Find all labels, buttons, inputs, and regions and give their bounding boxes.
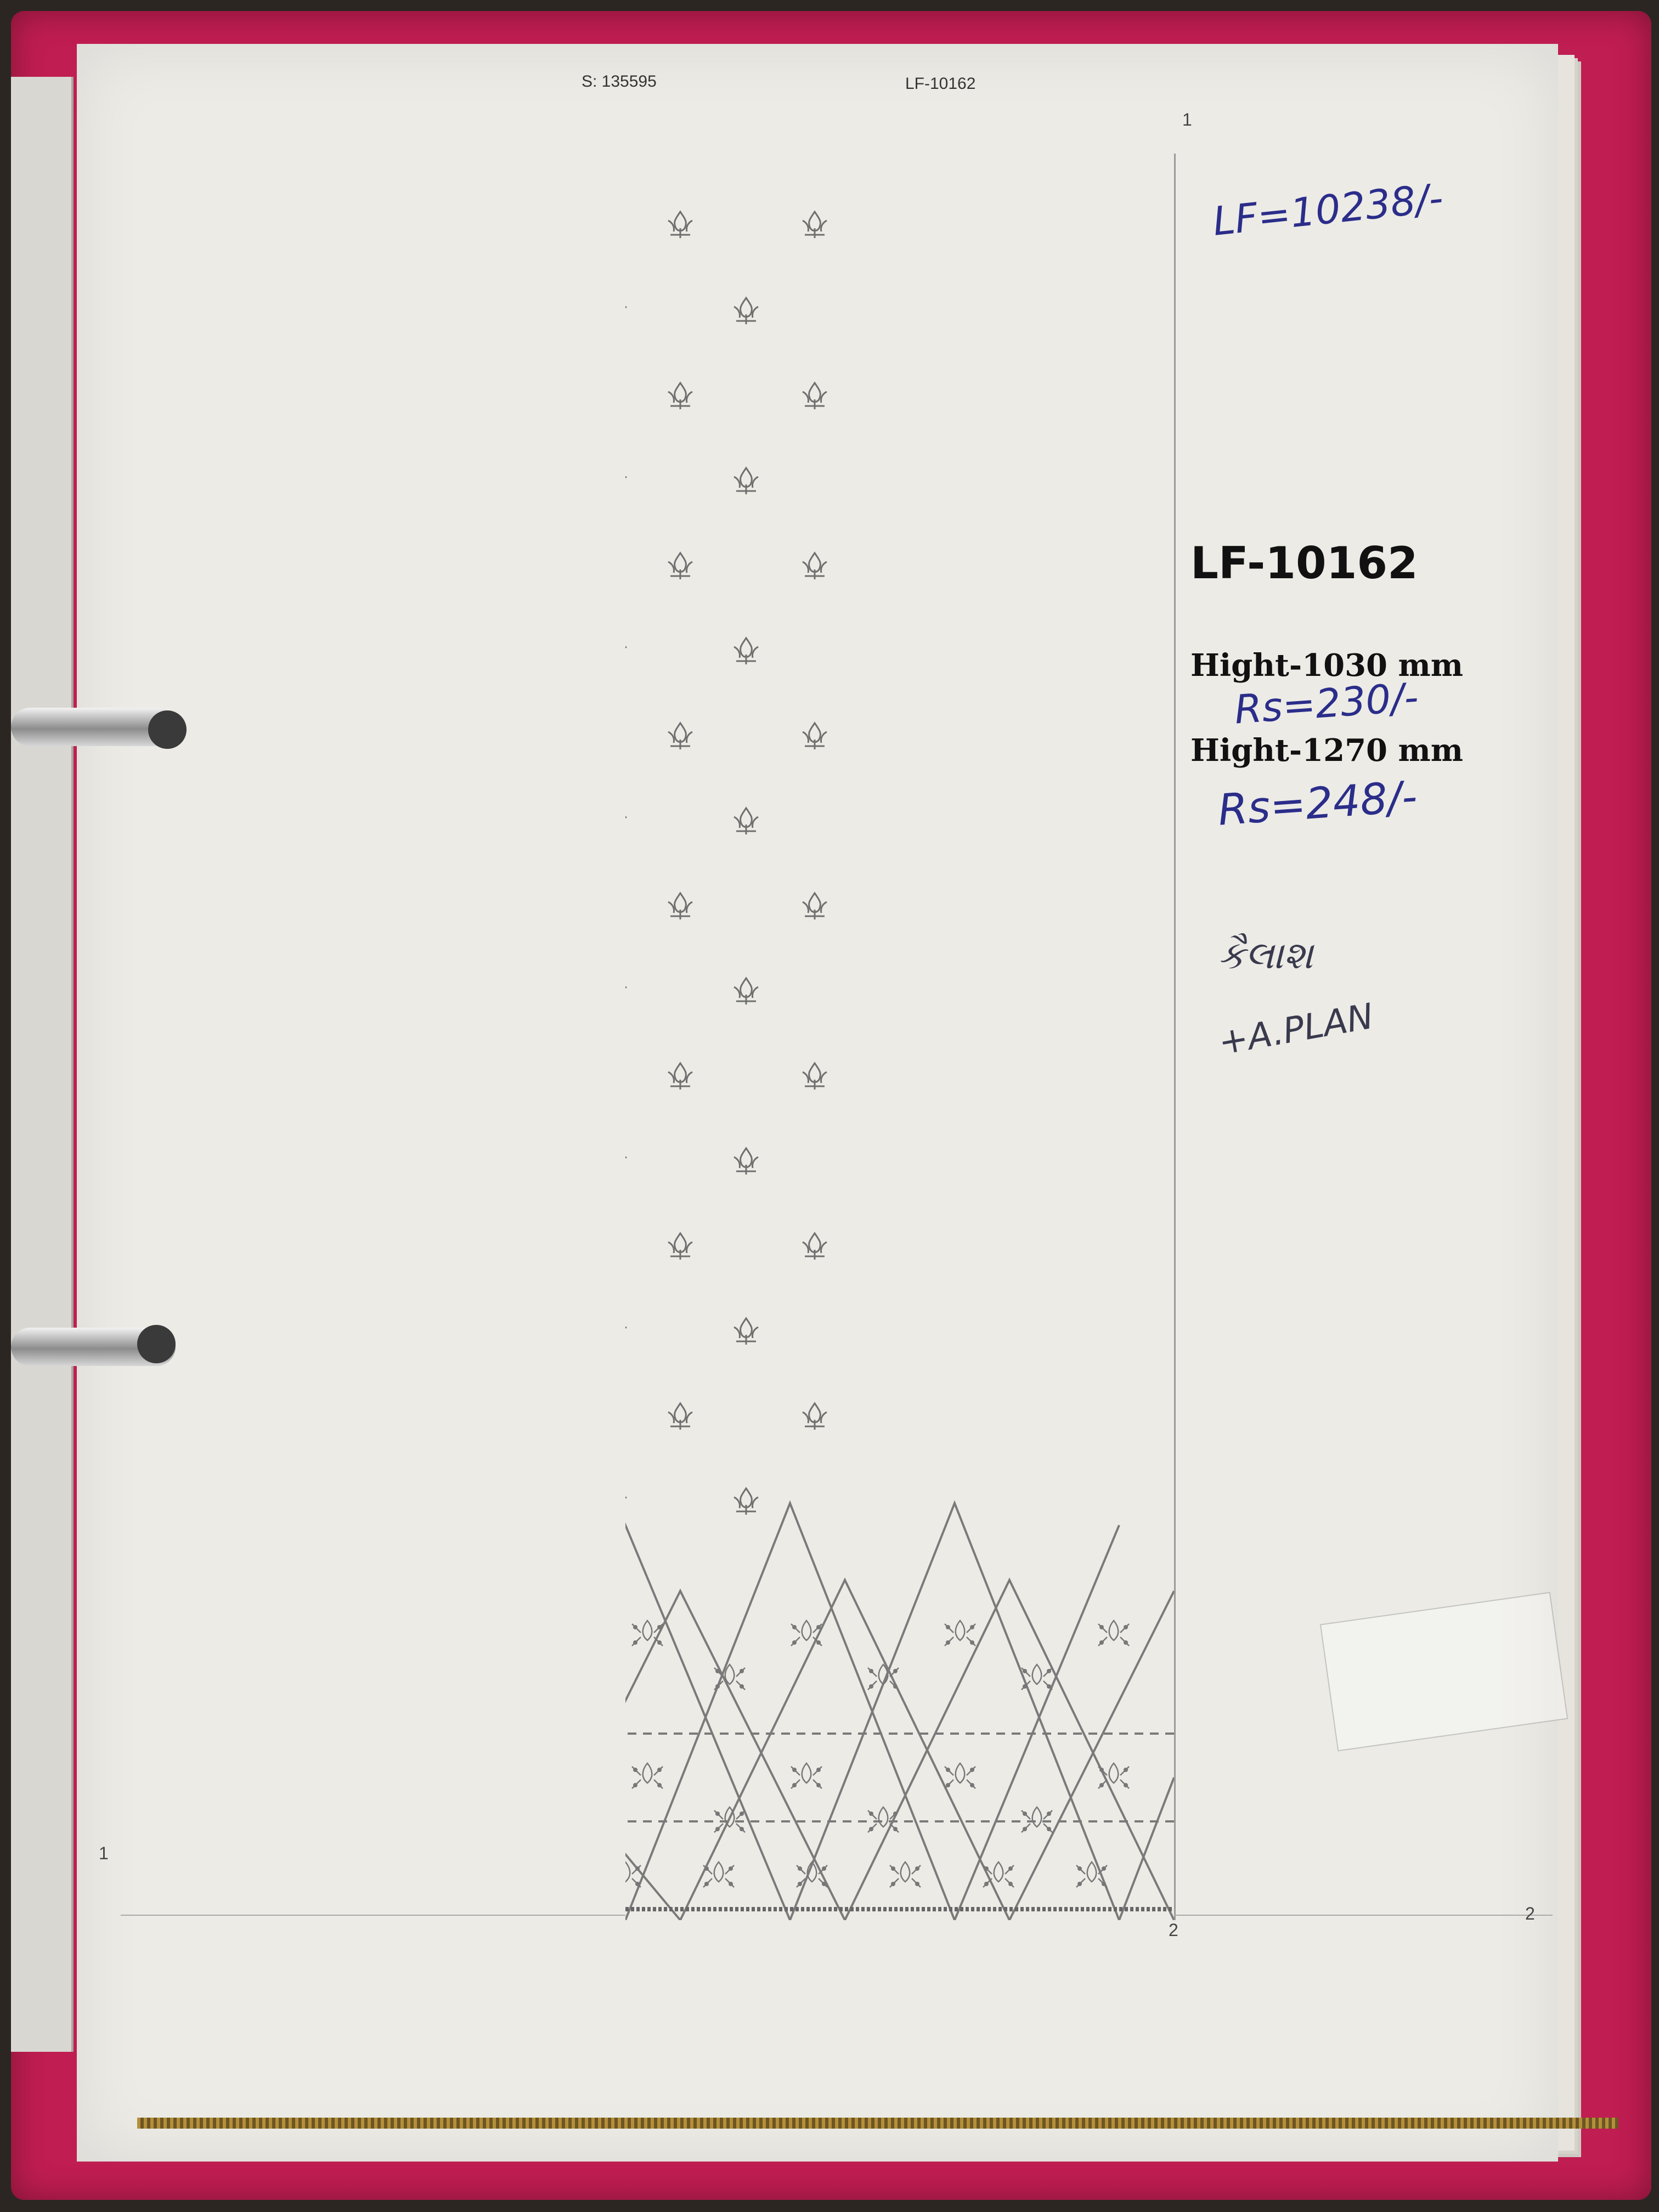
page-marker-left: 1 — [99, 1843, 109, 1863]
back-sheets — [11, 77, 74, 2052]
serial-code: S: 135595 — [582, 72, 657, 91]
guide-line — [121, 1915, 625, 1916]
catalog-page — [77, 44, 1558, 2162]
embroidery-pattern — [625, 154, 1174, 1920]
handwritten-price-1: Rs=230/- — [1233, 674, 1420, 733]
page-marker-bottom: 2 — [1169, 1920, 1178, 1940]
design-panel — [625, 154, 1176, 1920]
handwritten-note-gujarati: કૈલાશ — [1218, 933, 1313, 978]
handwritten-price-2: Rs=248/- — [1216, 772, 1419, 836]
guide-line — [1174, 1915, 1553, 1916]
punch-hole-upper — [148, 710, 187, 749]
height-spec-2: Hight-1270 mm — [1190, 732, 1464, 769]
height-spec-1: Hight-1030 mm — [1190, 647, 1464, 684]
border-jaal — [625, 1503, 1174, 1920]
design-title: LF-10162 — [1190, 538, 1418, 589]
binder-cover — [11, 11, 1651, 2200]
handwritten-reference: LF=10238/- — [1210, 174, 1446, 245]
butta-grid — [625, 154, 827, 1515]
punch-hole-lower — [137, 1325, 176, 1363]
binder-zipper — [137, 2118, 1618, 2129]
page-marker-top: 1 — [1182, 110, 1192, 129]
adhesive-tape — [1320, 1592, 1568, 1752]
page-marker-right: 2 — [1525, 1904, 1535, 1923]
design-header: LF-10162 — [905, 75, 976, 93]
handwritten-note-plan: +A.PLAN — [1215, 996, 1377, 1064]
